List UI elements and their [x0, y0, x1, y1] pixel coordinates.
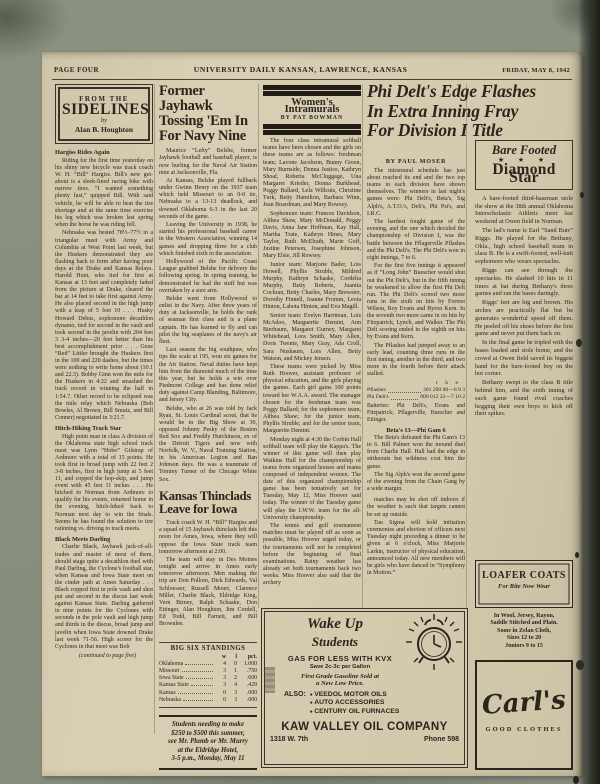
headline-thinclads — [159, 490, 257, 517]
pct: .750 — [246, 667, 257, 674]
paragraph: Nebraska was bested 78½–77½ in a triangular meet with Army and Columbia at West Point last week, but the Huskers demonstrated they are flashing back to form after having poor days at the Drake and Kansas Relays. Harold Hunt, who tied for first at Kansas at 13 feet and completely faded from the picture at Drake, cleared the bar at 14 feet to take first against Army. He also placed second in the high jump with a leap of 5 feet 10 . . . Husky Howard Debus, sophomore decathlon dynamo, tied for second in the vault and took second in the javelin with 204 feet 3 3-4 inches—20 feet better than his best accomplishment prior . . . Gene “Red” Littler brought the Huskers first in the 100 and 220 dashes, but the times were nothing to write home about (10.1 and 22.3). Bobby Ginn won the mile for the Huskers in 4:22 and smashed the track record in winning the half in 1:54.7. Other record to be eclipsed was the mile relay which Nebraska (Bob Bowles, Al Brown, Bill Smutz, and Bill Conner) negotiated in 3:21.7. — [55, 230, 153, 421]
wins: 0 — [223, 696, 226, 703]
ad-line: First Grade Gasoline Sold at — [300, 673, 380, 680]
ad-line: Save 2c-3c per Gallon — [309, 664, 371, 670]
ad-address-row — [270, 736, 459, 743]
dot-leader — [182, 671, 213, 672]
header-bar — [263, 130, 361, 135]
paragraph: Senior team: Evelyn Harriman, Lois McAdoo, Marguerite Demint, Ann Bierbaum, Margaret Gurney, Margaret Whitehead, Lora Smith, Mary Allen, Doris Twente, Mary Gray, Ada Croll, Sara Nusbaum, Lois Allen, Betty Watson, and Mickey Jensen. — [263, 313, 361, 362]
paragraph: For the first five innings it appeared as if “Long John” Buescher would shut out the Phi Delt's, but in the fifth inning he weakened to allow the first Phi Delt run. The Phi Delt's scored two more runs in the sixth on hits by Forrest Wilson, Roy Evans and Byron Kern. In the seventh two more came in on hits by Fitzpatrick, Lynch, and Walker. The Phi Delt scoring ended in the eighth on hits by Evans and Kern. — [367, 263, 465, 341]
pct: .429 — [246, 682, 257, 689]
article-subhead: Black Meets Darling — [55, 535, 111, 543]
article-body — [263, 138, 361, 587]
wins: 4 — [223, 660, 226, 667]
standings-row — [159, 675, 257, 682]
article-body — [367, 497, 465, 577]
sidelines-box-inner — [58, 87, 150, 141]
header-bar — [263, 124, 361, 129]
paragraph: Juniors 9 to 15 — [505, 642, 543, 649]
dot-leader — [185, 664, 213, 665]
headline-line: Kansas Thinclads — [159, 488, 252, 503]
big-six-standings — [159, 642, 257, 708]
headline-line: Former Jayhawk — [159, 84, 213, 115]
barefoot-title-bottom: Diamond Star — [492, 161, 556, 187]
scan-edge-shadow — [578, 0, 600, 784]
paragraph: $250 to $500 this summer, — [171, 729, 245, 737]
paragraph: In Wool, Jersey, Rayon, — [493, 613, 555, 619]
paragraph: Riggs' feet are big and brown. His arches are practically flat but he generates wonderful speed off them. He peeled off his shoes before the first game and never put them back on. — [475, 299, 573, 338]
paragraph: The four class intramural softball teams have been chosen and the girls on these teams are as follows: freshman team; Lavone Jacobson, Bunny Green, Mary Burnside, Donna Justice, Kathryn Shoaf, Roberta McCluggage, Una Margaret Krieder, Donna Burkhead, Peggy Ballard, Lela Willcuts, Christine Turk, Betty Hamilton, Barbara Winn, Jean Boardman, and Mary Rowsey. — [263, 138, 361, 209]
line-figures: 301 200 00—6 9 3 — [423, 387, 465, 394]
paragraph: see Mr. Plumb or Mr. Murry — [168, 738, 248, 746]
losses: 2 — [234, 675, 237, 682]
article-body — [55, 434, 153, 533]
paragraph: The tennis and golf tournament matches must be played off as soon as possible, Miss Hoover urged today, or the tournaments will not be completed before the beginning of final examinations. Rainy weather has already set both tournaments back two weeks. Miss Hoover also said that the archery — [263, 523, 361, 586]
paragraph: A bare-footed third-baseman stole the show at the 38th annual Oklahoma Interscholastic Athletic meet last weekend at Owen field in Norman. — [475, 194, 573, 225]
header-bar — [263, 85, 361, 90]
wins: 3 — [223, 682, 226, 689]
masthead — [54, 65, 570, 74]
paragraph: ● CENTURY OIL FURNACES — [310, 708, 400, 716]
dot-leader — [391, 394, 419, 400]
team-name: Iowa State — [159, 675, 184, 682]
barefoot-story — [475, 140, 573, 558]
paragraph: The Beta's defeated the Phi Gam's 13 to 6. Bill Palmer won the mound duel from Charlie Hall. Hall had the edge in strikeouts but wildness cost him the game. — [367, 435, 465, 470]
team-name: Phi Delt's — [367, 394, 389, 401]
womens-header — [263, 97, 361, 123]
barefoot-title-top: Bare Footed — [491, 143, 557, 157]
paragraph: Monday night at 4:30 the Corbin Hall softball team will play the Kappa's. The winner of this game will then play Watkins Hall for the championship of teams from organized houses and teams composed of independent women. The date of this organized championship game has been tentatively set for Tuesday, May 12, Miss Hoover said today. The winner of the Tuesday game will play the I.W.W. team for the all-University championship. — [263, 436, 361, 521]
losses: 0 — [234, 660, 237, 667]
loafer-coats-ad — [475, 560, 573, 608]
paragraph: Belshe went from Hollywood to enlist in the Navy. After three years of duty at Jacksonville, he holds the rank of seaman first class and is a plane captain. He has learned to fly and can pilot the big seaplanes of the navy's air fleet. — [159, 296, 257, 345]
headline-phi-delts — [367, 82, 573, 141]
paragraph: Saddle Stitched and Plain. — [490, 620, 558, 627]
byline: BY PAUL MOSER — [385, 158, 447, 165]
paragraph: The lad's name is Earl “Sand Burr” Riggs. He played for the Bethany, Okla., high school baseball team in class B. He is a swift-footed, well-knit sophomore who wears spectacles. — [475, 227, 573, 265]
standings-col-pct: pct. — [247, 653, 257, 660]
article-body — [55, 158, 153, 422]
paragraph: The team will stay in Des Moines tonight and arrive in Ames early tomorrow afternoon. Men making the trip are Don Pollom, Dick Edwards, Val Schloesser, Russell Mouri, Clarence Miller, Charlie Black, Eldridge King, Vern Birney, Ralph Schaake, Don Ettinger, Alan Houghton, Jim Cordell, Ed Todd, Bill Farneti, and Bill Brownlee. — [159, 557, 257, 628]
linescore — [367, 380, 465, 401]
ad-bullets — [310, 691, 400, 716]
column-rule — [362, 84, 363, 608]
headline-line: Tossing 'Em In — [159, 113, 248, 130]
paragraph: Last season the big southpaw, who tips the scale at 195, won six games for the Air Station. Naval duties have kept him from the diamond much of the time this year, but he holds a win over Piedmont College and has done relief duty against Camp Blanding, Baltimore, and Jersey City. — [159, 347, 257, 403]
standings-title: BIG SIX STANDINGS — [170, 645, 246, 653]
game-subhead: Beta's 13—Phi Gam 6 — [386, 426, 446, 434]
ad-subtitle: For Rite Now Wear — [498, 583, 550, 590]
headline-line: For Navy Nine — [159, 128, 246, 145]
wins: 3 — [223, 675, 226, 682]
carls-ad — [475, 660, 573, 770]
column-two — [159, 84, 257, 770]
team-name: Kansas — [159, 689, 176, 696]
column-rule — [258, 84, 259, 608]
sidelines-by: by — [100, 117, 108, 125]
article-body — [367, 435, 465, 493]
paragraph: The intramural schedule has just about reached its end and the two top teams in each division have shown themselves. The winners in last night's games were: Phi Delt's, Beta's, Sig Alph's, A.T.O.'s, Delt's, Phi Psi's, and I.R.C. — [367, 168, 465, 217]
standings-row — [159, 690, 257, 697]
paragraph: Sophomore team: Frances Davidson, Althea Shaw, Mary McDonald, Peggy Davis, Anna Jane Hoffman, Kay Hall, Martha Trate, Kathryn Hines, Mary Taylor, Ruth McElrath, Marie Goff, Justine Peterson, Josephine Johnson, Mary Elsie, Jill Rowsey. — [263, 210, 361, 260]
paragraph: Maurice “Lefty” Belshe, former Jayhawk football and baseball player, is now hurling for the Naval Air Station nine at Jacksonville, Fla. — [159, 148, 257, 176]
continued-note: (continued to page five) — [78, 652, 137, 659]
paragraph: Riding for the first time yesterday on his shiny new bicycle was track coach W. H. “Bill” Hargiss. Bill's new get-about is a sleek-lined racing bike with narrow tires. “I wanted something plenty fast,” quipped Bill. With said vehicle, he will be able to beat the tire shortage and at the same time exercise his leg which was broken last spring when the horse he was riding fell. — [55, 157, 153, 228]
headline-line: In Extra Inning Fray — [367, 100, 519, 121]
team-name: Pflashes — [367, 387, 386, 394]
team-name: Nebraska — [159, 696, 181, 703]
headline-line: Phi Delt's Edge Flashes — [367, 81, 536, 101]
article-body — [475, 195, 573, 418]
headline-line: For Division I Title — [367, 120, 503, 141]
column-rule — [154, 84, 155, 734]
ad-headline-2: Students — [311, 634, 359, 649]
batteries-note: Batteries: Phi Delt's, Evans and Fitzpatrick; Pflagerville, Buescher and Ettinger. — [367, 403, 465, 424]
pct: .000 — [246, 689, 257, 696]
alarm-clock-icon — [405, 613, 463, 671]
dot-leader — [186, 678, 213, 679]
print-smudge — [265, 667, 275, 693]
linescore-header: r h e — [436, 380, 461, 387]
losses: 1 — [234, 667, 237, 674]
paragraph: Students needing to make — [172, 721, 244, 729]
line-figures: 000 012 22—7 10 2 — [420, 394, 465, 401]
ad-title: LOAFER COATS — [482, 570, 566, 581]
paragraph: At Kansas, Belshe played fullback under Gwinn Henry on the 1937 team which held Missouri to an 0-0 tie, Nebraska to a 13-13 deadlock, and downed Oklahoma 6-3 in the last 20 seconds of the game. — [159, 178, 257, 220]
losses: 4 — [234, 682, 237, 689]
article-body — [55, 544, 153, 650]
headline-line: Leave for Iowa — [159, 501, 238, 516]
article-body — [367, 168, 465, 378]
article-subhead: Hargiss Rides Again — [55, 149, 110, 157]
carls-logo: Carl's — [481, 685, 567, 721]
dot-leader — [183, 700, 213, 701]
linescore-row — [367, 394, 465, 401]
paragraph: High point man in class A division of the Oklahoma state high school track meet was Lynn “Hobo” Gilstrap of Ardmore with a total of 15 points. He took first in broad jump with 22 feet 2 3-8 inches, first in high jump at 5 feet 11, and copped the hop-skip, and jump event with 45 feet 11 inches . . . He hitched to Norman from Ardmore to qualify for his events, returned home in the evening, hitch-hiked back to Norman next day to win the finals. Seems he has found the solution to tire rationing vs. driving to track meets. — [55, 433, 153, 532]
ad-company: KAW VALLEY OIL COMPANY — [281, 721, 448, 734]
paragraph: Riggs can see through the spectacles. He slashed 10 hits in 11 times at bat during Bethany's three games and ran the bases daringly. — [475, 267, 573, 298]
dot-leader — [178, 693, 213, 694]
eldridge-hotel-ad — [159, 715, 257, 770]
standings-col-w: w — [221, 653, 226, 660]
paragraph: Bethany swept to the class B title behind him, and the sixth inning of each game found rival coaches begging their own boys to kick off their spikes. — [475, 379, 573, 418]
paragraph: ● VEEDOL MOTOR OILS — [310, 691, 400, 699]
paragraph: matches may be shot off indoors if the weather is such that targets cannot be set up outside. — [367, 497, 465, 518]
standings-row — [159, 661, 257, 668]
article-subhead: Hitch-Hiking Track Star — [55, 424, 122, 432]
paragraph: Tau Sigma will hold initiation ceremonies and election of officers next Tuesday night preceding a dinner to be given at 6 o'clock, Miss Marjorie Larkin, instructor of physical education, announced today. All new members will be girls who have danced in “Symphony in Motion.” — [367, 520, 465, 576]
kaw-valley-ad — [261, 608, 468, 768]
retail-lines — [475, 613, 573, 650]
headline-navy-nine — [159, 84, 257, 144]
header-bar — [263, 91, 361, 96]
pct: .000 — [246, 696, 257, 703]
masthead-rule — [52, 79, 572, 80]
standings-row — [159, 697, 257, 704]
paragraph: 3-5 p.m., Monday, May 11 — [171, 755, 245, 763]
sidelines-box — [55, 84, 153, 144]
scan-speck — [580, 192, 584, 198]
carls-tagline: GOOD CLOTHES — [485, 726, 563, 733]
paragraph: Some in Zelan Cloth, — [496, 627, 551, 634]
paragraph: Track coach W. H. “Bill” Hargiss and a squad of 15 Jayhawk thinclads left this noon for Ames, Iowa, where they will oppose the Iowa State track team tomorrow afternoon at 2:00. — [159, 520, 257, 555]
paper-title: UNIVERSITY DAILY KANSAN, LAWRENCE, KANSAS — [193, 65, 408, 74]
standings-col-l: l — [235, 653, 237, 660]
article-body — [159, 148, 257, 483]
issue-date: FRIDAY, MAY 8, 1942 — [502, 67, 570, 74]
ad-phone: Phone 598 — [423, 736, 459, 744]
standings-row — [159, 682, 257, 689]
ad-line: a New Low Price. — [316, 680, 364, 687]
column-womens-intramurals — [263, 84, 361, 608]
barefoot-box — [475, 140, 573, 190]
column-sidelines — [55, 84, 153, 748]
womens-byline: BY PAT BOWMAN — [280, 115, 344, 122]
newspaper-page — [42, 52, 582, 776]
team-name: Kansas State — [159, 682, 189, 689]
phi-delt-story — [367, 156, 465, 614]
paragraph: Leaving the University in 1938, he started his professional baseball career in the Western Association, winning 14 games and dropping three for a club which finished sixth in the association. — [159, 222, 257, 257]
womens-title: Women's Intramurals — [284, 97, 340, 116]
paragraph: The hardest fought game of the evening, and the one which decided the championship of Division I, was the battle between the Pflagerville Pflashes and the Phi Delt's. The Phi Delt's won in eight innings, 7 to 6. — [367, 219, 465, 261]
standings-row — [159, 668, 257, 675]
paragraph: Sizes 12 to 20 — [506, 635, 542, 642]
paragraph: The Sig Alph's won the second game of the evening from the Chain Gang by a wide margin. — [367, 472, 465, 493]
team-name: Oklahoma — [159, 660, 184, 667]
also-label: ALSO: — [284, 691, 306, 698]
paragraph: These teams were picked by Miss Ruth Hoover, assistant professor of physical education, and the girls playing the games. Each girl gains 100 points toward her W.A.A. award. The manager chosen for the freshman team was Peggy Ballard; for the sophomore team, Althea Shaw; for the junior team, Phyllis Struble; and for the senior team, Marguerite Demint. — [263, 364, 361, 435]
pct: 1.000 — [243, 660, 257, 667]
linescore-row — [367, 387, 465, 394]
paragraph: Hollywood of the Pacific Coast League grabbed Belshe for delivery the following spring. In spring training, he demonstrated he had the stuff but was overtaken by a sore arm. — [159, 259, 257, 294]
paragraph: ● AUTO ACCESSORIES — [310, 699, 400, 707]
stars-icon: ★ ★ ★ — [497, 155, 551, 164]
ad-bullet-list — [284, 691, 459, 716]
ad-text — [160, 721, 256, 764]
paragraph: at the Eldridge Hotel, — [177, 746, 239, 754]
wins: 3 — [223, 667, 226, 674]
sidelines-kicker: FROM THE — [79, 95, 129, 103]
ad-headline-1: Wake Up — [307, 616, 363, 632]
losses: 3 — [234, 696, 237, 703]
paragraph: Charlie Black, Jayhawk jack-of-all-trades and master of most of them, should stage quite a decathlon duel with Paul Darling, the Cyclone's football star, when Kansas and Iowa State meet on the cinder path at Ames Saturday . . . Black copped first in pole vault and shot put and second in the discus last week against Kansas State. Darling gathered in nine points for the Cyclones with seconds in the pole vault and high jump and thirds in the discus, broad jump and javelin when Iowa State downed Drake last week 71-56. High scorer for the Cyclones in that meet was Bob — [55, 544, 153, 650]
paragraph: The Pflashes had jumped away to an early lead, counting three runs in the first inning, another in the third, and two more in the fourth before their attack stalled. — [367, 342, 465, 378]
paragraph: In the final game he tripled with the bases loaded and stole home, and the crowd at Owen field saved its biggest hand for the bare-footed boy on the hot corner. — [475, 339, 573, 378]
paragraph: Belshe, who at 26 was told by Jack Ryan, St. Louis Cardinal scout, that he would be in the Big Show at 30, opposed Johnny Pesky of the Boston Red Sox and Freddy Hutchinson, ex of the Detroit Tigers and now with Norfolk, W. V., Naval Training Station, in his American Legion and Ban Johnson days. He was a teammate of Tommy Turner of the Chicago White Sox. — [159, 405, 257, 483]
dot-leader — [191, 685, 213, 686]
wins: 0 — [223, 689, 226, 696]
sidelines-title: SIDELINES — [62, 101, 150, 119]
team-name: Missouri — [159, 667, 180, 674]
dot-leader — [388, 387, 421, 393]
ad-line: GAS FOR LESS WITH KVX — [287, 654, 393, 663]
paragraph: Junior team: Marjorie Bader, Lois Howell, Phyllis Struble, Mildred Murphy, Kathryn Schaake, Cordelia Murphy, Betty Roberts, Juanita Cochran, Betty Charles, Mary Brewster, Dorothy Finnell, Joanne Fromm, Leota Hinton, Lahota Hinton, and Eva Magill. — [263, 261, 361, 311]
sidelines-author: Alan B. Houghton — [74, 125, 134, 135]
standings-header — [159, 654, 257, 661]
pct: .600 — [246, 675, 257, 682]
article-body — [159, 520, 257, 628]
losses: 3 — [234, 689, 237, 696]
column-two-flow — [159, 84, 257, 636]
ad-address: 1318 W. 7th — [270, 736, 309, 744]
page-number: PAGE FOUR — [54, 66, 100, 74]
